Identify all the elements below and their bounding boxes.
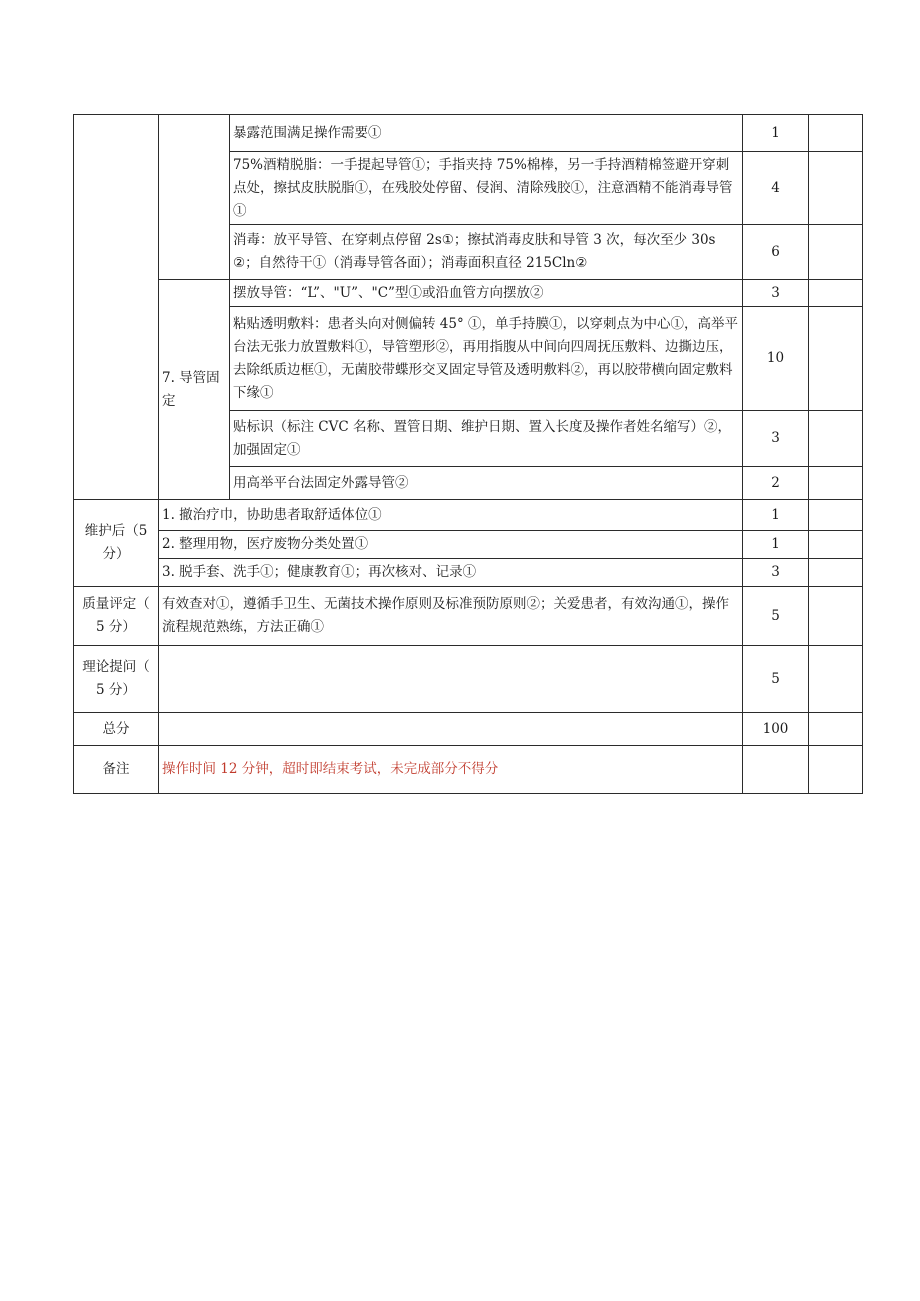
table-row — [74, 587, 863, 646]
deduction-cell — [809, 152, 863, 225]
item-score: 6 — [743, 225, 809, 280]
deduction-cell — [809, 115, 863, 152]
deduction-cell — [809, 411, 863, 467]
deduction-cell — [809, 531, 863, 559]
item-content: 消毒：放平导管、在穿刺点停留 2s①；擦拭消毒皮肤和导管 3 次，每次至少 30s②；自然待干①（消毒导管各面）；消毒面积直径 215Cln② — [230, 225, 743, 280]
table-row — [74, 746, 863, 794]
item-score: 1 — [743, 531, 809, 559]
deduction-cell — [809, 467, 863, 500]
item-content: 摆放导管：“L”、"U”、"C”型①或沿血管方向摆放② — [230, 280, 743, 307]
item-content: 3. 脱手套、洗手①；健康教育①；再次核对、记录① — [159, 559, 743, 587]
table-row — [74, 500, 863, 531]
deduction-cell — [809, 713, 863, 746]
quality-label: 质量评定（ 5 分） — [74, 587, 159, 646]
item-score: 3 — [743, 559, 809, 587]
item-score: 2 — [743, 467, 809, 500]
total-score: 100 — [743, 713, 809, 746]
theory-score: 5 — [743, 646, 809, 713]
table-row — [74, 115, 863, 152]
category-cell-empty — [74, 115, 159, 500]
quality-content: 有效查对①，遵循手卫生、无菌技术操作原则及标准预防原则②；关爱患者，有效沟通①，操作流程规范熟练，方法正确① — [159, 587, 743, 646]
remark-label: 备注 — [74, 746, 159, 794]
total-label: 总分 — [74, 713, 159, 746]
deduction-cell — [809, 746, 863, 794]
item-score: 1 — [743, 115, 809, 152]
deduction-cell — [809, 307, 863, 411]
deduction-cell — [809, 559, 863, 587]
deduction-cell — [809, 225, 863, 280]
deduction-cell — [809, 280, 863, 307]
deduction-cell — [809, 587, 863, 646]
item-content: 暴露范围满足操作需要① — [230, 115, 743, 152]
theory-label: 理论提问（ 5 分） — [74, 646, 159, 713]
item-content: 2. 整理用物，医疗废物分类处置① — [159, 531, 743, 559]
item-score: 3 — [743, 280, 809, 307]
item-content: 贴标识（标注 CVC 名称、置管日期、维护日期、置入长度及操作者姓名缩写）②，加强固定① — [230, 411, 743, 467]
table-row — [74, 559, 863, 587]
item-content: 粘贴透明敷料：患者头向对侧偏转 45° ①，单手持膜①，以穿刺点为中心①，高举平台法无张力放置敷料①，导管塑形②，再用指腹从中间向四周抚压敷料、边撕边压，去除纸质边框①，无菌胶带蝶形交叉固定导管及透明敷料②，再以胶带横向固定敷料下缘① — [230, 307, 743, 411]
deduction-cell — [809, 646, 863, 713]
table-row — [74, 713, 863, 746]
item-content: 用高举平台法固定外露导管② — [230, 467, 743, 500]
remark-content: 操作时间 12 分钟，超时即结束考试，未完成部分不得分 — [159, 746, 743, 794]
scoring-table — [73, 114, 863, 794]
item-content: 1. 撤治疗巾，协助患者取舒适体位① — [159, 500, 743, 531]
table-row — [74, 531, 863, 559]
after-maintenance-label: 维护后（5 分） — [74, 500, 159, 587]
item-content: 75%酒精脱脂：一手提起导管①；手指夹持 75%棉棒，另一手持酒精棉签避开穿刺点处，擦拭皮肤脱脂①，在残胶处停留、侵润、清除残胶①，注意酒精不能消毒导管① — [230, 152, 743, 225]
item-score: 1 — [743, 500, 809, 531]
quality-score: 5 — [743, 587, 809, 646]
item-score: 10 — [743, 307, 809, 411]
total-content-empty — [159, 713, 743, 746]
table-row — [74, 280, 863, 307]
theory-content — [159, 646, 743, 713]
subcategory-cell-empty — [159, 115, 230, 280]
section-7-title: 7. 导管固定 — [159, 280, 230, 500]
item-score: 4 — [743, 152, 809, 225]
item-score: 3 — [743, 411, 809, 467]
remark-score-empty — [743, 746, 809, 794]
table-row — [74, 646, 863, 713]
deduction-cell — [809, 500, 863, 531]
